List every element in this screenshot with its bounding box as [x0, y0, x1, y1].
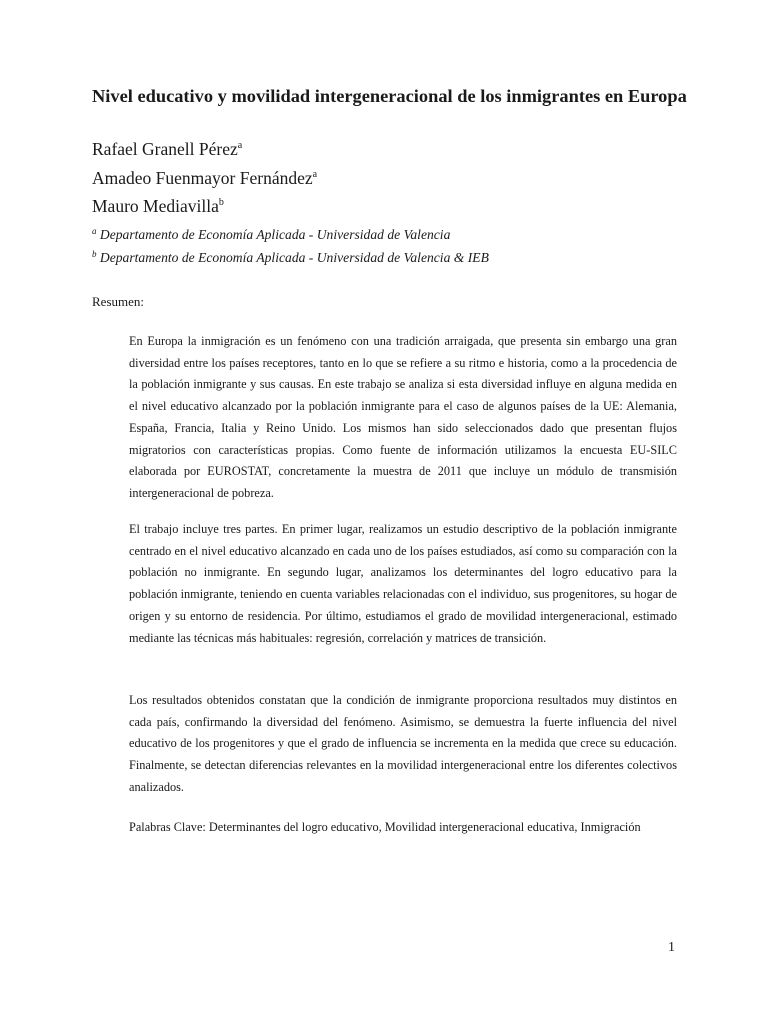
keywords: Palabras Clave: Determinantes del logro educativo, Movilidad intergeneracional educativa, Inmigración	[129, 820, 641, 834]
author-name: Amadeo Fuenmayor Fernández	[92, 168, 313, 188]
author-2	[92, 168, 317, 189]
affiliation-b	[92, 250, 489, 266]
page-number: 1	[668, 940, 675, 955]
abstract-paragraph-3: Los resultados obtenidos constatan que la condición de inmigrante proporciona resultados muy distintos en cada país, confirmando la diversidad del fenómeno. Asimismo, se demuestra la fuerte influencia del nivel educativo de los progenitores y que el grado de influencia se incrementa en la medida que crece su educación. Finalmente, se detectan diferencias relevantes en la movilidad intergeneracional entre los diferentes colectivos analizados.	[129, 693, 677, 794]
affiliation-mark: b	[92, 249, 97, 259]
affiliation-mark: a	[92, 226, 97, 236]
affiliation-text: Departamento de Economía Aplicada - Universidad de Valencia & IEB	[99, 250, 489, 265]
author-name: Rafael Granell Pérez	[92, 139, 238, 159]
affiliation-mark: a	[237, 140, 243, 151]
abstract-label: Resumen:	[92, 294, 144, 309]
affiliation-text: Departamento de Economía Aplicada - Universidad de Valencia	[99, 227, 451, 242]
author-1	[92, 139, 242, 160]
affiliation-mark: b	[218, 197, 224, 208]
affiliation-a	[92, 227, 450, 243]
abstract-paragraph-1: En Europa la inmigración es un fenómeno con una tradición arraigada, que presenta sin embargo una gran diversidad entre los países receptores, tanto en lo que se refiere a su ritmo e historia, como a la procedencia de la población inmigrante y sus causas. En este trabajo se analiza si esta diversidad influye en alguna medida en el nivel educativo alcanzado por la población inmigrante para el caso de algunos países de la UE: Alemania, España, Francia, Italia y Reino Unido. Los mismos han sido seleccionados dado que presentan flujos migratorios con características propias. Como fuente de información utilizamos la encuesta EU-SILC elaborada por EUROSTAT, concretamente la muestra de 2011 que incluye un módulo de transmisión intergeneracional de pobreza.	[129, 334, 677, 500]
paper-title: Nivel educativo y movilidad intergeneracional de los inmigrantes en Europa	[92, 86, 687, 106]
author-3	[92, 196, 224, 217]
abstract-paragraph-2: El trabajo incluye tres partes. En primer lugar, realizamos un estudio descriptivo de la población inmigrante centrado en el nivel educativo alcanzado en cada uno de los países estudiados, así como su comparación con la población no inmigrante. En segundo lugar, analizamos los determinantes del logro educativo para la población inmigrante, teniendo en cuenta variables relacionadas con el individuo, sus progenitores, su hogar de origen y su entorno de residencia. Por último, estudiamos el grado de movilidad intergeneracional, estimado mediante las técnicas más habituales: regresión, correlación y matrices de transición.	[129, 522, 677, 645]
author-name: Mauro Mediavilla	[92, 196, 219, 216]
affiliation-mark: a	[312, 169, 318, 180]
